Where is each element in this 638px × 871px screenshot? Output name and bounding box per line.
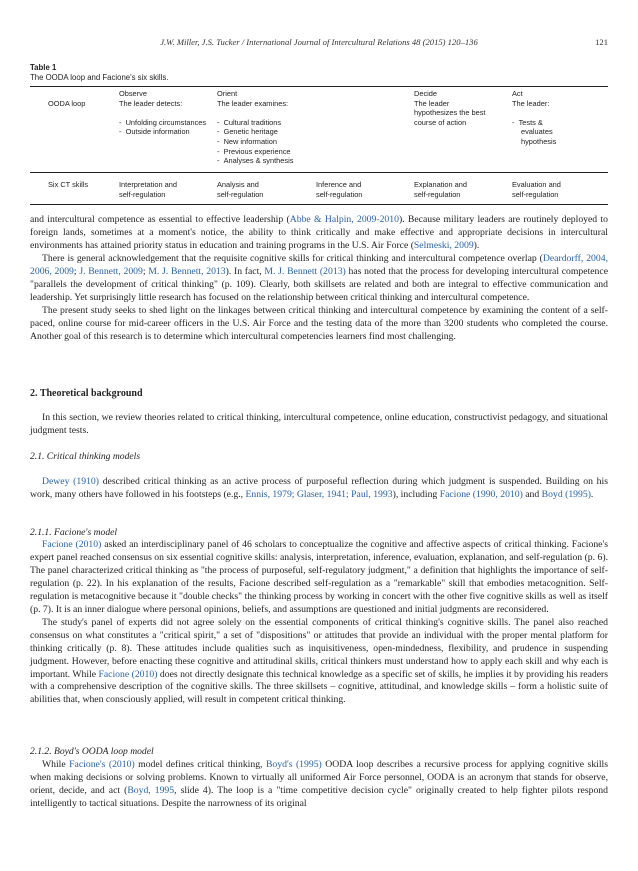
column-subheader: The leader — [414, 98, 450, 108]
column-list-item: - Unfolding circumstances — [119, 117, 207, 127]
table-label: Table 1 — [30, 63, 57, 72]
ct-skill-line: Explanation and — [414, 180, 468, 189]
citation-link: Boyd (1995) — [541, 488, 591, 500]
text-run: While — [42, 759, 70, 770]
citation-link: Ennis, 1979; Glaser, 1941; Paul, 1993 — [245, 488, 393, 500]
list-item-text: hypothesis — [521, 136, 557, 146]
citation-link: Facione's (2010) — [69, 759, 135, 770]
section2-paragraph-1 — [30, 412, 608, 438]
citation-link: M. J. Bennett (2013) — [264, 265, 346, 277]
list-item-text: Analyses & synthesis — [223, 156, 294, 166]
intro-paragraph-1 — [30, 214, 608, 253]
column-list-item: - Outside information — [119, 127, 190, 137]
text-run: ). Because military leaders are routinely deployed to foreign lands, sometimes at a moment's notice, the ability to think critically and make effective and appropriate decisions in intercultural environments has attained priority status in education and training programs in the U.S. Air Force ( — [30, 214, 608, 251]
ct-skill-cell — [414, 180, 467, 199]
list-item-text: Unfolding circumstances — [125, 117, 207, 127]
column-subheader: The leader: — [512, 98, 550, 108]
subsection21-paragraph-1 — [30, 476, 608, 502]
ct-skill-line: Evaluation and — [512, 180, 561, 189]
column-list-item: - Genetic heritage — [217, 127, 278, 137]
running-header — [30, 37, 608, 49]
citation-link: Facione (1990, 2010) — [439, 488, 523, 500]
text-run: and — [522, 488, 542, 500]
column-list-item: - Previous experience — [217, 146, 291, 156]
citation-link: Facione (2010) — [98, 668, 158, 680]
column-orient — [217, 89, 293, 166]
citation-link: Abbe & Halpin, 2009-2010 — [289, 214, 399, 225]
text-run: and intercultural competence as essential to effective leadership ( — [30, 214, 290, 225]
page-number: 121 — [595, 37, 608, 47]
ct-skill-cell — [217, 180, 263, 199]
text-run: does not directly designate this technical knowledge as a specific set of skills, he implies it by providing his readers with a comprehensive description of the cognitive skills. The three skillsets – cognitive, attitudinal, and knowledge skills – form a holistic suite of abilities that, when consciously applied, will result in competent critical thinking. — [30, 668, 609, 706]
subsection212-text — [30, 759, 608, 811]
table-mid-rule — [30, 172, 608, 173]
row-label-ooda-loop: OODA loop — [48, 99, 86, 108]
subsection-heading-boyd-ooda-model: 2.1.2. Boyd's OODA loop model — [30, 746, 154, 757]
text-run: ), including — [392, 488, 440, 500]
ct-skill-line: self-regulation — [512, 189, 559, 199]
column-header-act: Act — [512, 89, 523, 98]
citation-link: J. Bennett, 2009 — [79, 265, 143, 277]
spacer — [119, 108, 216, 118]
ct-skill-line: self-regulation — [316, 189, 363, 199]
spacer — [512, 108, 556, 118]
column-list-item: - New information — [217, 136, 277, 146]
subsection-heading-critical-thinking-models: 2.1. Critical thinking models — [30, 451, 141, 462]
running-title: J.W. Miller, J.S. Tucker / International Journal of Intercultural Relations 48 (2015) 120–136 — [160, 37, 478, 47]
row-label-six-ct-skills: Six CT skills — [48, 180, 89, 189]
list-item-text: New information — [223, 136, 277, 146]
ct-skill-line: Inference and — [316, 180, 362, 189]
ct-skill-line: Interpretation and — [119, 180, 177, 189]
table-bottom-rule — [30, 204, 608, 205]
ct-skill-cell — [316, 180, 362, 199]
citation-link: Facione (2010) — [42, 539, 102, 550]
table-top-rule — [30, 86, 608, 87]
text-run: In this section, we review theories related to critical thinking, intercultural competence, online education, constructivist pedagogy, and situational judgment tests. — [30, 412, 608, 436]
column-act — [512, 89, 556, 147]
intro-text — [30, 214, 608, 344]
ct-skill-line: self-regulation — [217, 189, 264, 199]
list-item-text: Previous experience — [223, 146, 291, 156]
text-run: The present study seeks to shed light on the linkages between critical thinking and intercultural competence by examining the content of a self-paced, online course for mid-career officers in the U.S. Air Force and the testing data of the more than 3200 students who completed the course. Another goal of this research is to determine which intercultural competencies learners find most challenging. — [30, 304, 608, 342]
list-item-text: Genetic heritage — [223, 127, 278, 137]
text-run: ; — [73, 265, 80, 277]
ct-skill-cell — [119, 180, 177, 199]
column-list-item: - Cultural traditions — [217, 117, 282, 127]
text-run: asked an interdisciplinary panel of 46 scholars to conceptualize the cognitive and affective aspects of critical thinking. Facione's expert panel reached consensus on six essential cognitive skills: analysis, interpretation, inference, evaluation, explanation, and self-regulation (p. 6). The panel characterized critical thinking as "the process of purposeful, self-regulatory judgment," a definition that highlights the importance of self-regulation (p. 22). In his explanation of the results, Facione described self-regulation as a "remarkable" skill that embodies metacognition. Self-regulation is metacognitive because it "double checks" the thinking process by working in concert with the other five cognitive skills as well as itself (p. 7). It is an inner dialogue where personal opinions, beliefs, and assumptions are questioned and initial judgments are reconsidered. — [30, 539, 608, 615]
intro-paragraph-3 — [30, 305, 608, 344]
text-run: described critical thinking as an active process of purposeful reflection during which judgment is suspended. Building on his work, many others have followed in his footsteps (e.g., — [30, 476, 608, 500]
table-caption-text: The OODA loop and Facione's six skills. — [30, 73, 169, 82]
table-caption — [30, 63, 608, 83]
column-header-orient: Orient — [217, 89, 238, 98]
citation-link: Selmeski, 2009 — [413, 239, 474, 251]
intro-paragraph-2 — [30, 253, 608, 305]
subsection-heading-facione-model: 2.1.1. Facione's model — [30, 527, 118, 538]
text-run: ; — [142, 265, 149, 277]
citation-link: Deardorff, 2004, 2006, 2009 — [30, 252, 608, 277]
list-item-text: Tests & — [518, 117, 543, 127]
section2-text — [30, 412, 608, 438]
column-observe — [119, 89, 216, 137]
subsection211-paragraph-1 — [30, 539, 608, 617]
text-run: OODA loop describes a recursive process for applying cognitive skills when making decisions or solving problems. Known to virtually all uniformed Air Force personnel, OODA is an acronym that stands for observe, orient, decide, and act ( — [30, 759, 609, 796]
column-list-item: - Tests & — [512, 117, 543, 127]
subsection212-paragraph-1 — [30, 759, 608, 811]
column-list-item: - Analyses & synthesis — [217, 156, 294, 166]
citation-link: Boyd's (1995) — [265, 759, 322, 770]
spacer — [217, 108, 293, 118]
column-decide — [414, 89, 486, 127]
citation-link: M. J. Bennett, 2013 — [148, 265, 226, 277]
list-item-text: Cultural traditions — [223, 117, 282, 127]
section-heading-theoretical-background: 2. Theoretical background — [30, 388, 143, 399]
ct-skill-line: self-regulation — [414, 189, 461, 199]
citation-link: Dewey (1910) — [42, 476, 99, 487]
text-run: . — [590, 488, 594, 500]
text-run: model defines critical thinking, — [134, 759, 266, 770]
text-run: The study's panel of experts did not agree solely on the essential components of critical thinking's cognitive skills. The panel also reached consensus on what constitutes a "critical spirit," a set of "dispositions" or attitudes that provide an individual with the proper mental platform for thinking critically (p. 8). These attitudes include qualities such as inquisitiveness, open-mindedness, flexibility, and prudence in suspending judgment. However, before enacting these cognitive and attitudinal skills, critical thinkers must understand how to apply each skill and why each is important. While — [30, 616, 608, 680]
subsection21-text — [30, 476, 608, 502]
column-subheader: The leader examines: — [217, 98, 289, 108]
text-run: There is general acknowledgement that the requisite cognitive skills for critical thinking and intercultural competence overlap ( — [42, 252, 543, 264]
column-subheader: course of action — [414, 117, 467, 127]
ct-skill-line: self-regulation — [119, 189, 166, 199]
column-list-item — [512, 127, 556, 137]
column-header-decide: Decide — [414, 89, 438, 98]
citation-link: Boyd, 1995 — [127, 784, 175, 796]
subsection211-paragraph-2 — [30, 617, 608, 708]
column-subheader: hypothesizes the best — [414, 108, 486, 118]
text-run: has noted that the process for developing intercultural competence "parallels the development of critical thinking" (p. 109). Clearly, both skillsets are related and both are integral to effective communication and leadership. Yet surprisingly little research has focused on the relationship between critical thinking and intercultural competence. — [30, 265, 609, 303]
column-subheader: The leader detects: — [119, 98, 183, 108]
text-run: ). — [473, 239, 480, 251]
ct-skill-line: Analysis and — [217, 180, 259, 189]
list-item-text: evaluates — [521, 127, 553, 137]
column-list-item — [512, 137, 556, 147]
text-run: ). In fact, — [225, 265, 265, 277]
column-header-observe: Observe — [119, 89, 147, 98]
list-item-text: Outside information — [125, 127, 190, 137]
subsection211-text — [30, 539, 608, 707]
ct-skill-cell — [512, 180, 561, 199]
text-run: , slide 4). The loop is a "time competitive decision cycle" originally created to help fighter pilots respond intelligently to tactical situations. Despite the narrowness of its original — [30, 784, 608, 809]
